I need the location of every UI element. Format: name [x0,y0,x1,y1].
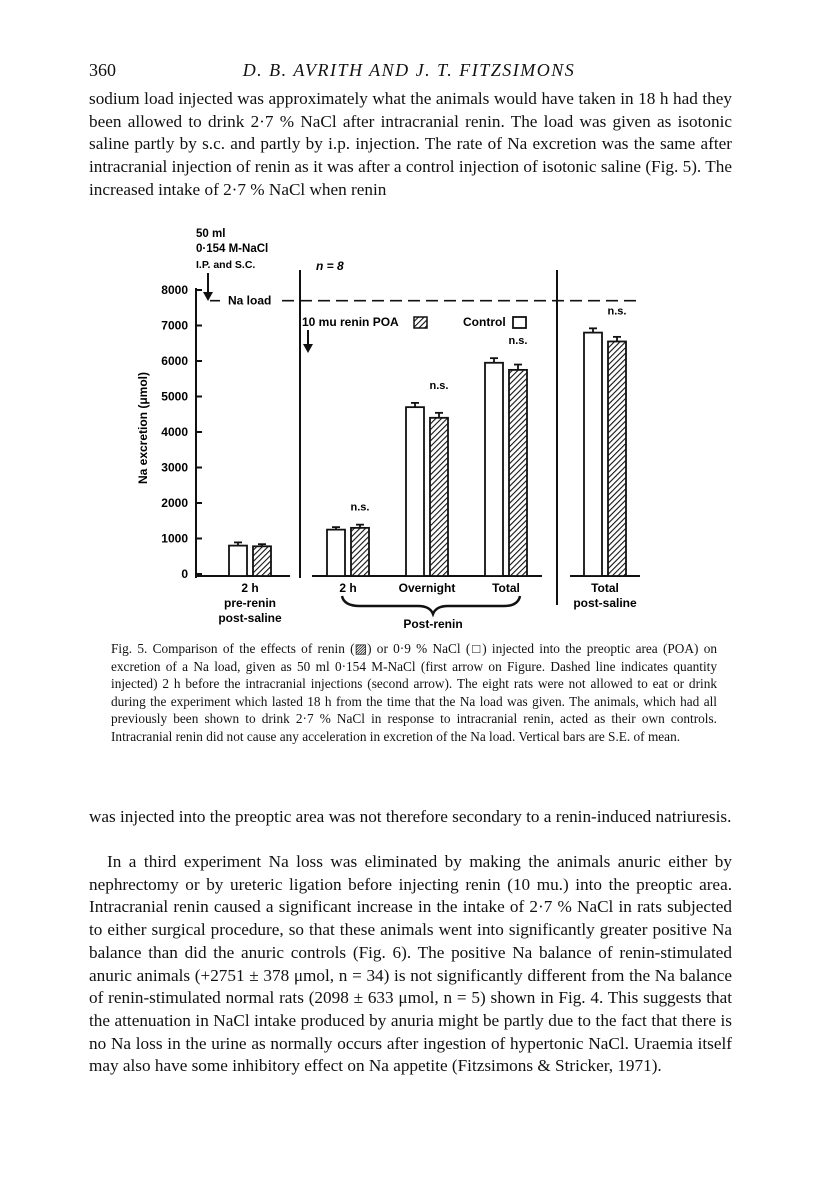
na-load-label: Na load [228,293,272,308]
bar-control [584,333,602,576]
significance-label: n.s. [429,379,449,392]
y-tick-label: 6000 [161,354,188,368]
y-axis-label: Na excretion (μmol) [136,371,150,485]
bar-control [229,546,247,576]
paragraph-top: sodium load injected was approximately what the animals would have taken in 18 h had they been allowed to drink 2·7 % NaCl after intracranial renin. The load was given as isotonic saline partly by s.c. and partly by i.p. injection. The rate of Na excretion was the same after intracranial injection of renin as it was after a control injection of isotonic saline (Fig. 5). The increased intake of 2·7 % NaCl when renin [89,89,732,199]
legend-control-label: Control [463,315,506,329]
bar-control [406,407,424,576]
running-header [89,60,729,84]
legend-renin-label: 10 mu renin POA [302,315,399,329]
y-tick-label: 8000 [161,283,188,297]
group-label: 2 h [339,581,357,595]
bar-renin [608,341,626,576]
legend-renin-swatch [414,317,427,328]
bar-control [485,363,503,576]
sample-size-label: n = 8 [316,259,344,273]
group-label: Overnight [398,581,456,595]
figure-caption: Fig. 5. Comparison of the effects of renin (▨) or 0·9 % NaCl (□) injected into the preoptic area (POA) on excretion of a Na load, given as 50 ml 0·154 M-NaCl (first arrow on Figure. Dashed line indicates quantity injected) 2 h before the intracranial injections (second arrow). The eight rats were not allowed to eat or drink during the experiment which lasted 18 h from the time that the Na load was given. The animals, which had all previously been shown to drink 2·7 % NaCl in response to intracranial renin, acted as their own controls. Intracranial renin did not cause any acceleration in excretion of the Na load. Vertical bars are S.E. of mean. [111,641,717,744]
significance-label: n.s. [350,501,370,514]
y-tick-label: 4000 [161,425,188,439]
paragraph-third: In a third experiment Na loss was eliminated by making the animals anuric either by nephrectomy or by ureteric ligation before injecting renin (10 mu.) into the preoptic area. Intracranial renin caused a significant increase in the intake of 2·7 % NaCl in rats subjected to either surgical procedure, so that these animals went into significantly greater positive Na balance than did the anuric controls (Fig. 6). The positive Na balance of renin-stimulated anuric animals (+2751 ± 378 μmol, n = 34) is not significantly different from the Na balance of renin-stimulated normal rats (2098 ± 633 μmol, n = 5) shown in Fig. 4. This suggests that the attenuation in NaCl intake produced by anuria might be partly due to the fact that there is no Na loss in the urine as normally occurs after ingestion of hypertonic NaCl. Uraemia itself may also have some inhibitory effect on Na appetite (Fitzsimons & Stricker, 1971). [89,852,732,1076]
bar-groups [218,305,637,625]
paragraph-after-caption: was injected into the preoptic area was not therefore secondary to a renin-induced natriuresis. [89,807,732,826]
y-tick-label: 1000 [161,531,188,546]
load-volume-label: 50 ml [196,228,226,240]
y-tick-label: 0 [181,567,188,581]
load-concentration-label: 0·154 M-NaCl [196,243,269,255]
y-tick-label: 2000 [161,496,188,510]
significance-label: n.s. [607,305,627,318]
group-label: post-saline [573,596,637,610]
bar-renin [430,418,448,576]
group-label: post-saline [218,611,282,625]
bar-renin [509,370,527,576]
running-authors: D. B. AVRITH AND J. T. FITZSIMONS [242,60,576,80]
load-route-label: I.P. and S.C. [196,259,256,271]
legend-control-swatch [513,317,526,328]
bar-renin [351,528,369,576]
group-label: Total [591,581,619,595]
group-label: pre-renin [223,596,277,610]
y-tick-label: 7000 [161,318,188,333]
page-number: 360 [89,60,116,80]
y-tick-label: 3000 [161,460,188,475]
saline-load-arrow [203,273,213,301]
y-tick-label: 5000 [161,389,188,404]
post-renin-brace [342,596,520,614]
significance-label: n.s. [508,335,528,348]
renin-injection-arrow [303,330,313,353]
group-label: Total [492,581,520,595]
group-label: 2 h [241,581,259,595]
bar-renin [253,546,271,576]
figure-5-chart [0,220,816,640]
post-renin-label: Post-renin [403,617,463,631]
bar-control [327,530,345,576]
